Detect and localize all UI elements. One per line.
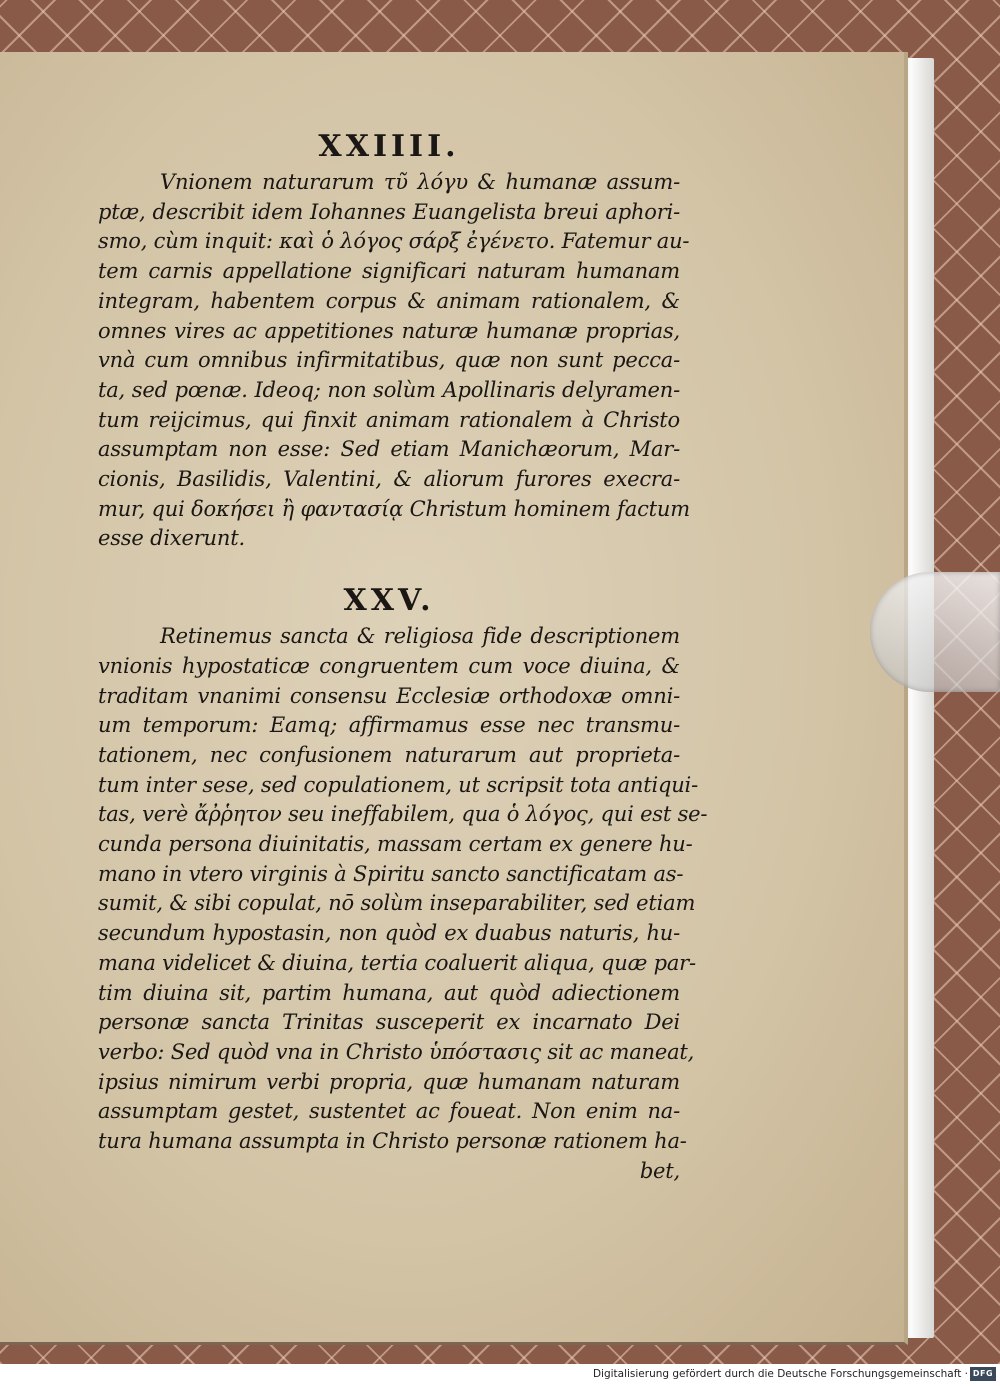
- text-line: tem carnis appellatione significari naturam humanam: [98, 259, 680, 284]
- text-line: cionis, Basilidis, Valentini, & aliorum furores execra-: [98, 467, 680, 492]
- text-line: esse dixerunt.: [98, 526, 245, 551]
- section-25-body: [98, 622, 708, 1157]
- text-line: integram, habentem corpus & animam rationalem, &: [98, 288, 680, 313]
- text-line: verbo: Sed quòd vna in Christo ὑπόστασις sit ac maneat,: [98, 1039, 695, 1064]
- text-line: tum inter sese, sed copulationem, ut scripsit tota antiqui-: [98, 772, 698, 797]
- text-line: tas, verè ἄῤῥητον seu ineffabilem, qua ὁ λόγος, qui est se-: [98, 802, 708, 827]
- text-line: mur, qui δοκήσει ἢ φαντασίᾳ Christum hominem factum: [98, 496, 690, 521]
- text-line: Retinemus sancta & religiosa fide descriptionem: [160, 624, 680, 649]
- text-line: ipsius nimirum verbi propria, quæ humanam naturam: [98, 1069, 680, 1094]
- text-line: ta, sed pœnæ. Ideoq; non solùm Apollinaris delyramen-: [98, 377, 680, 402]
- text-line: vnà cum omnibus infirmitatibus, quæ non sunt pecca-: [98, 348, 680, 373]
- footer-credit: Digitalisierung gefördert durch die Deutsche Forschungsgemeinschaft ·: [592, 1368, 968, 1380]
- section-heading-24: XXIIII.: [318, 129, 460, 164]
- text-line: ptæ, describit idem Iohannes Euangelista breui aphori-: [98, 199, 680, 224]
- text-line: mana videlicet & diuina, tertia coaluerit aliqua, quæ par-: [98, 950, 696, 975]
- text-line: mano in vtero virginis à Spiritu sancto sanctificatam as-: [98, 861, 684, 886]
- text-line: omnes vires ac appetitiones naturæ humanæ proprias,: [98, 318, 680, 343]
- page-text: [98, 126, 708, 1187]
- text-line: tum reijcimus, qui finxit animam rationalem à Christo: [98, 407, 680, 432]
- catchword: bet,: [639, 1158, 680, 1183]
- text-line: traditam vnanimi consensu Ecclesiæ orthodoxæ omni-: [98, 683, 680, 708]
- text-line: assumptam gestet, sustentet ac foueat. Non enim na-: [98, 1099, 680, 1124]
- text-line: personæ sancta Trinitas susceperit ex incarnato Dei: [98, 1010, 680, 1035]
- text-line: cunda persona diuinitatis, massam certam ex genere hu-: [98, 832, 693, 857]
- section-heading-25: XXV.: [343, 583, 435, 619]
- dfg-logo: DFG: [970, 1367, 996, 1381]
- text-line: assumptam non esse: Sed etiam Manichæorum, Mar-: [98, 437, 680, 462]
- text-line: secundum hypostasin, non quòd ex duabus naturis, hu-: [98, 921, 680, 946]
- plastic-clip: [870, 572, 1000, 692]
- text-line: um temporum: Eamq; affirmamus esse nec transmu-: [98, 713, 680, 738]
- text-line: vnionis hypostaticæ congruentem cum voce diuina, &: [98, 653, 680, 678]
- footer-bar: [0, 1364, 1000, 1386]
- text-line: Vnionem naturarum τῦ λόγυ & humanæ assum-: [160, 170, 680, 194]
- text-line: smo, cùm inquit: καὶ ὁ λόγος σάρξ ἐγένετο. Fatemur au-: [98, 229, 690, 254]
- section-24-body: [98, 168, 690, 554]
- text-line: sumit, & sibi copulat, nō solùm inseparabiliter, sed etiam: [98, 891, 696, 916]
- text-line: tationem, nec confusionem naturarum aut proprieta-: [98, 742, 680, 767]
- text-line: tim diuina sit, partim humana, aut quòd adiectionem: [98, 980, 680, 1005]
- text-line: tura humana assumpta in Christo personæ rationem ha-: [98, 1129, 687, 1154]
